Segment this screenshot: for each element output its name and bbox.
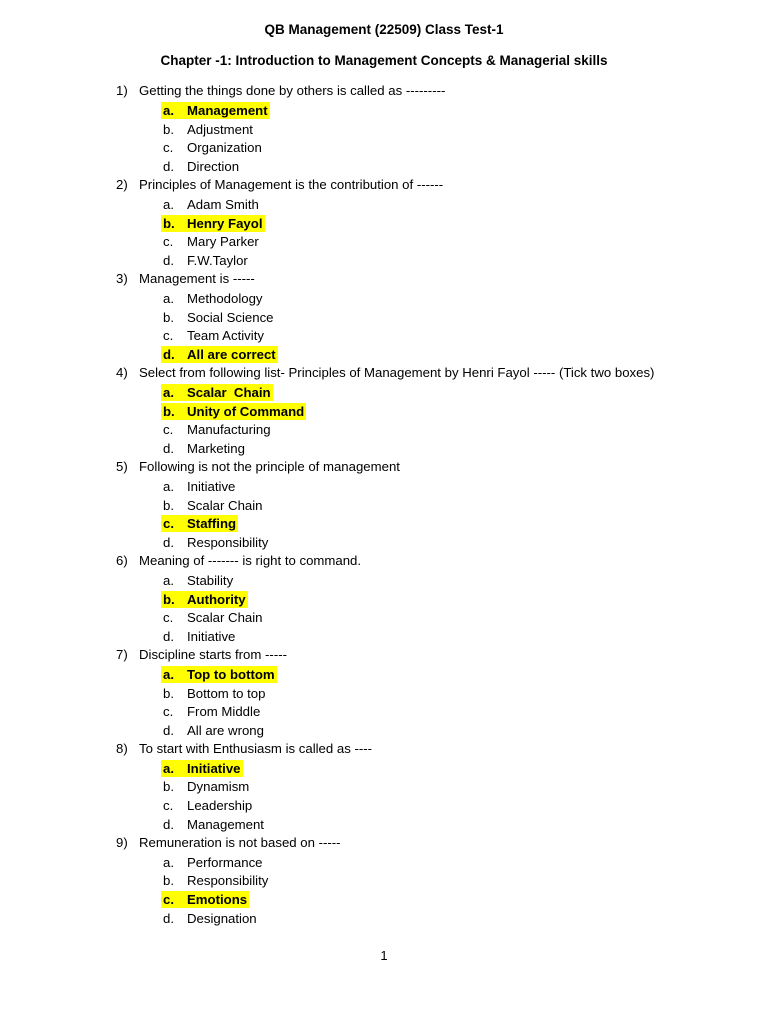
option-letter: c. [163,140,174,156]
question-row [0,458,768,477]
answer-option [161,252,250,269]
option-text: Performance [187,854,263,870]
option-row [0,721,768,740]
option-text: Scalar Chain [187,497,263,513]
option-text: Stability [187,572,234,588]
option-text: Dynamism [187,779,250,795]
option-letter: b. [163,121,174,137]
correct-option-highlight [161,403,306,420]
answer-option [161,309,276,326]
option-row [0,157,768,176]
question-text: Following is not the principle of management [139,458,400,474]
chapter-heading: Chapter -1: Introduction to Management Concepts & Managerial skills [160,53,608,68]
question-number: 9) [116,834,128,850]
answer-option [161,797,254,814]
question-number: 1) [116,83,128,98]
option-letter: a. [163,478,174,494]
option-letter: b. [163,685,174,701]
option-letter: a. [163,666,174,682]
question-text: Meaning of ------- is right to command. [139,552,362,568]
option-row [0,345,768,364]
option-letter: d. [163,817,174,833]
option-text: Adjustment [187,121,253,137]
correct-option-highlight [161,591,248,608]
option-letter: c. [163,328,174,344]
option-letter: a. [163,102,174,118]
option-row [0,608,768,627]
answer-option [161,421,273,438]
option-letter: d. [163,535,174,551]
option-text: Leadership [187,798,253,814]
answer-option [161,534,270,551]
option-text: Scalar Chain [187,384,271,400]
option-row [0,684,768,703]
question-number: 2) [116,176,128,192]
option-text: Social Science [187,309,274,325]
option-text: Authority [187,591,246,607]
answer-option [161,572,235,589]
option-letter: c. [163,422,174,438]
option-letter: d. [163,911,174,927]
question-text: Getting the things done by others is called as --------- [139,83,446,98]
correct-option-highlight [161,891,249,908]
option-row [0,514,768,533]
question-number: 7) [116,646,128,662]
option-text: From Middle [187,704,261,720]
option-letter: a. [163,572,174,588]
answer-option [161,440,247,457]
question-text: Discipline starts from ----- [139,646,287,662]
option-text: Management [187,102,268,118]
option-text: Scalar Chain [187,610,263,626]
page-number: 1 [380,948,388,963]
option-text: Direction [187,159,240,175]
correct-option-highlight [161,102,270,119]
option-row [0,759,768,778]
option-row [0,383,768,402]
option-text: Responsibility [187,535,269,551]
option-row [0,232,768,251]
option-letter: b. [163,497,174,513]
option-text: Initiative [187,760,241,776]
option-letter: c. [163,610,174,626]
question-text: Principles of Management is the contribution of ------ [139,176,444,192]
option-text: Designation [187,911,257,927]
option-letter: d. [163,441,174,457]
question-row [0,740,768,759]
option-letter: c. [163,516,174,532]
option-row [0,853,768,872]
option-row [0,439,768,458]
option-letter: d. [163,253,174,269]
option-row [0,815,768,834]
option-text: Henry Fayol [187,215,263,231]
answer-option [161,854,265,871]
option-row [0,496,768,515]
question-number: 8) [116,740,128,756]
answer-option [161,233,261,250]
option-text: All are correct [187,347,276,363]
option-row [0,665,768,684]
option-letter: c. [163,892,174,908]
option-text: Marketing [187,441,245,457]
option-row [0,777,768,796]
option-text: Adam Smith [187,196,259,212]
option-text: Unity of Command [187,403,305,419]
document-title: QB Management (22509) Class Test-1 [264,22,504,37]
correct-option-highlight [161,515,238,532]
question-row [0,834,768,853]
option-row [0,326,768,345]
option-text: Responsibility [187,873,269,889]
question-row [0,364,768,383]
option-letter: d. [163,347,175,363]
answer-option [161,703,262,720]
option-letter: a. [163,196,174,212]
option-text: F.W.Taylor [187,253,248,269]
answer-option [161,139,264,156]
question-number: 4) [116,364,128,380]
correct-option-highlight [161,346,278,363]
option-row [0,289,768,308]
option-row [0,214,768,233]
option-letter: b. [163,591,175,607]
option-text: Initiative [187,478,236,494]
option-text: Emotions [187,892,248,908]
option-row [0,308,768,327]
answer-option [161,290,265,307]
option-row [0,120,768,139]
question-text: Remuneration is not based on ----- [139,834,341,850]
answer-option [161,327,266,344]
question-number: 3) [116,270,128,286]
answer-option [161,872,270,889]
option-letter: b. [163,779,174,795]
option-text: Top to bottom [187,666,275,682]
option-row [0,909,768,928]
answer-option [161,778,251,795]
answer-option [161,196,261,213]
option-letter: a. [163,760,174,776]
question-row [0,82,768,101]
option-row [0,420,768,439]
option-text: All are wrong [187,723,264,739]
question-text: To start with Enthusiasm is called as ---- [139,740,373,756]
question-list [0,82,768,928]
answer-option [161,478,237,495]
question-number: 6) [116,552,128,568]
answer-option [161,910,259,927]
question-row [0,176,768,195]
option-row [0,796,768,815]
option-letter: c. [163,704,174,720]
option-row [0,101,768,120]
answer-option [161,497,265,514]
option-row [0,702,768,721]
option-row [0,533,768,552]
option-letter: a. [163,290,174,306]
answer-option [161,158,241,175]
option-letter: d. [163,723,174,739]
option-row [0,590,768,609]
option-text: Organization [187,140,262,156]
option-letter: c. [163,234,174,250]
option-letter: b. [163,403,175,419]
option-letter: b. [163,309,174,325]
option-row [0,251,768,270]
question-row [0,270,768,289]
option-text: Mary Parker [187,234,259,250]
option-letter: a. [163,854,174,870]
correct-option-highlight [161,384,273,401]
option-letter: d. [163,629,174,645]
option-row [0,571,768,590]
answer-option [161,609,265,626]
option-letter: c. [163,798,174,814]
question-row [0,552,768,571]
answer-option [161,628,237,645]
option-row [0,402,768,421]
option-letter: a. [163,384,174,400]
option-text: Methodology [187,290,263,306]
correct-option-highlight [161,760,243,777]
option-row [0,477,768,496]
option-letter: b. [163,215,175,231]
question-row [0,646,768,665]
option-row [0,627,768,646]
answer-option [161,685,267,702]
option-letter: d. [163,159,174,175]
option-text: Bottom to top [187,685,266,701]
option-letter: b. [163,873,174,889]
answer-option [161,722,266,739]
option-text: Management [187,817,264,833]
question-number: 5) [116,458,128,474]
option-row [0,890,768,909]
answer-option [161,121,255,138]
option-text: Staffing [187,516,237,532]
option-text: Team Activity [187,328,264,344]
question-text: Management is ----- [139,270,255,286]
option-text: Initiative [187,629,236,645]
question-text: Select from following list- Principles of Management by Henri Fayol ----- (Tick two boxes) [139,364,655,380]
option-row [0,195,768,214]
option-row [0,871,768,890]
option-text: Manufacturing [187,422,271,438]
option-row [0,138,768,157]
correct-option-highlight [161,215,265,232]
answer-option [161,816,266,833]
correct-option-highlight [161,666,277,683]
